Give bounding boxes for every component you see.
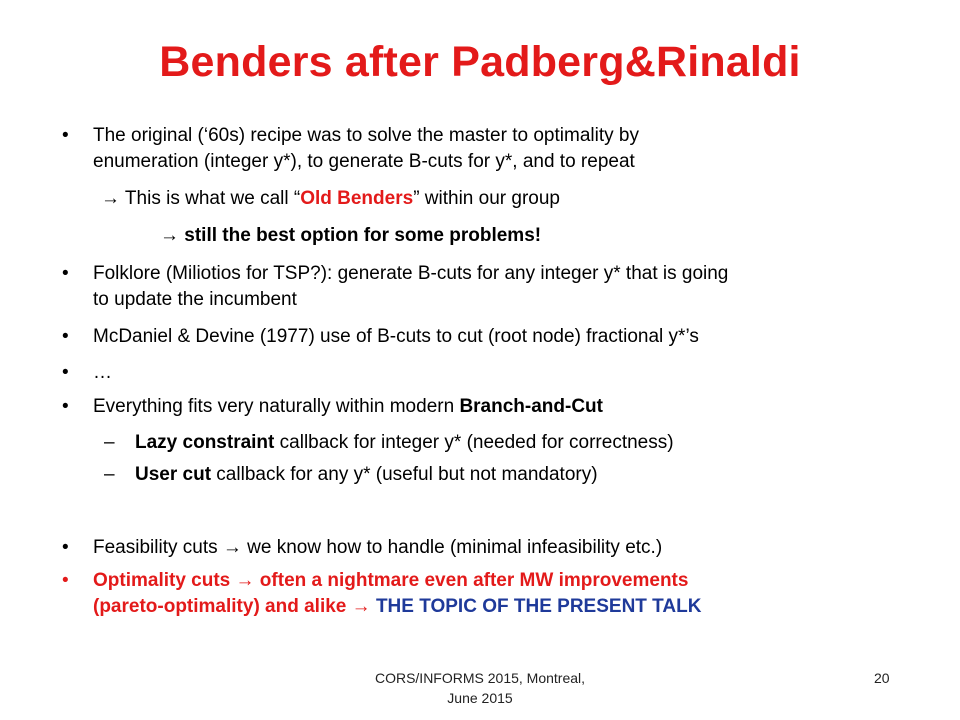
bullet-1-sub-2: → still the best option for some problems! xyxy=(160,225,542,246)
bullet-marker: • xyxy=(62,570,69,591)
bullet-5-sub-2: User cut callback for any y* (useful but not mandatory) xyxy=(135,464,598,485)
bullet-marker: • xyxy=(62,326,69,347)
page-number: 20 xyxy=(874,670,890,686)
arrow-icon: → xyxy=(351,596,371,617)
bullet-2-line-2: to update the incumbent xyxy=(93,289,297,310)
arrow-icon: → xyxy=(222,537,242,558)
bullet-marker: • xyxy=(62,396,69,417)
bullet-7-line-2: (pareto-optimality) and alike → THE TOPIC OF THE PRESENT TALK xyxy=(93,596,702,617)
dash-marker: – xyxy=(104,464,115,485)
bullet-1-sub-1: → This is what we call “Old Benders” within our group xyxy=(101,188,560,209)
bullet-1-line-1: The original (‘60s) recipe was to solve the master to optimality by xyxy=(93,125,639,146)
bullet-7-line-1: Optimality cuts → often a nightmare even after MW improvements xyxy=(93,570,689,591)
arrow-icon: → xyxy=(160,225,179,246)
bullet-2-line-1: Folklore (Miliotios for TSP?): generate B-cuts for any integer y* that is going xyxy=(93,263,729,284)
old-benders-highlight: Old Benders xyxy=(300,188,414,209)
bullet-5-sub-1: Lazy constraint callback for integer y* (needed for correctness) xyxy=(135,432,674,453)
bullet-marker: • xyxy=(62,263,69,284)
dash-marker: – xyxy=(104,432,115,453)
arrow-icon: → xyxy=(101,188,120,209)
bullet-marker: • xyxy=(62,125,69,146)
arrow-icon: → xyxy=(235,570,255,591)
slide-title: Benders after Padberg&Rinaldi xyxy=(159,38,801,86)
bullet-1-line-2: enumeration (integer y*), to generate B-cuts for y*, and to repeat xyxy=(93,151,635,172)
bullet-6: Feasibility cuts → we know how to handle (minimal infeasibility etc.) xyxy=(93,537,663,558)
bullet-4: … xyxy=(93,362,112,383)
slide-footer: CORS/INFORMS 2015, Montreal, June 2015 xyxy=(374,670,586,706)
bullet-5: Everything fits very naturally within modern Branch-and-Cut xyxy=(93,396,603,417)
bullet-marker: • xyxy=(62,537,69,558)
talk-topic-highlight: THE TOPIC OF THE PRESENT TALK xyxy=(375,596,702,617)
bullet-marker: • xyxy=(62,362,69,383)
bullet-3: McDaniel & Devine (1977) use of B-cuts to cut (root node) fractional y*’s xyxy=(93,326,699,347)
